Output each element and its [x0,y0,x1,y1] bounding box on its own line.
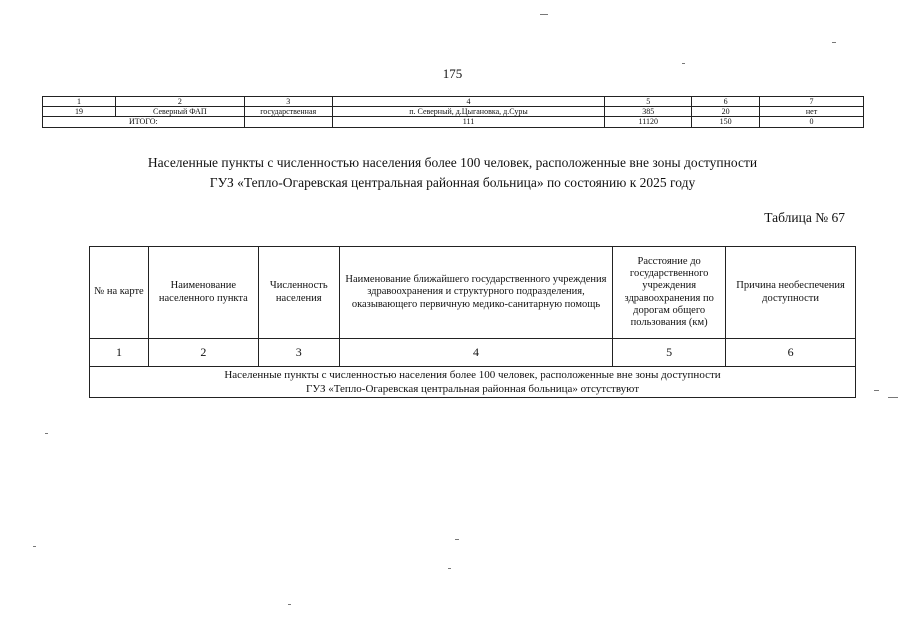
column-number: 3 [258,339,339,367]
total-row [43,117,864,127]
column-header: Наименование ближайшего государственного учреждения здравоохранения и структурного подразделения, оказывающего первичную медико-санитарную помощь [339,247,612,339]
scan-speck [682,63,685,64]
table-cell: п. Северный, д.Цыгановка, д.Суры [332,107,605,117]
column-header: Расстояние до государственного учреждения здравоохранения по дорогам общего пользования (км) [613,247,726,339]
table-cell: нет [760,107,864,117]
table-cell: 4 [332,97,605,107]
heading-line: ГУЗ «Тепло-Огаревская центральная районная больница» по состоянию к 2025 году [209,175,696,190]
table-cell: 19 [43,107,116,117]
note-line: ГУЗ «Тепло-Огаревская центральная районная больница» отсутствуют [305,383,640,395]
column-number: 4 [339,339,612,367]
scan-speck [888,397,898,398]
table-cell: Северный ФАП [115,107,244,117]
main-table [89,246,856,398]
scan-speck [874,390,879,391]
previous-table-fragment [42,96,864,128]
table-cell: 111 [332,117,605,127]
note-row [90,367,856,398]
absence-note [90,367,856,398]
note-line: Населенные пункты с численностью населения более 100 человек, расположенные вне зоны доступности [224,369,721,381]
scan-speck [45,433,48,434]
table-cell: 150 [692,117,760,127]
table-cell: 11120 [605,117,692,127]
table-cell: 5 [605,97,692,107]
scan-speck [33,546,36,547]
table-cell: государственная [244,107,332,117]
scan-speck [540,14,548,15]
table-cell: 2 [115,97,244,107]
table-cell: 6 [692,97,760,107]
column-number: 5 [613,339,726,367]
table-cell: 3 [244,97,332,107]
column-header: № на карте [90,247,149,339]
column-header: Наименование населенного пункта [148,247,258,339]
table-cell: 1 [43,97,116,107]
column-number: 1 [90,339,149,367]
scan-speck [288,604,291,605]
table-cell: 7 [760,97,864,107]
heading-line: Населенные пункты с численностью населения более 100 человек, расположенные вне зоны доступности [147,155,758,170]
column-number: 2 [148,339,258,367]
scan-speck [832,42,836,43]
column-numbers-row [90,339,856,367]
column-header: Причина необеспечения доступности [726,247,856,339]
table-label: Таблица № 67 [764,210,845,225]
scan-speck [448,568,451,569]
table-cell: 385 [605,107,692,117]
table-cell: 20 [692,107,760,117]
section-heading [0,153,905,193]
page-number: 175 [442,66,463,81]
scan-speck [455,539,459,540]
table-cell [244,117,332,127]
table-row [43,107,864,117]
header-row [90,247,856,339]
table-row [43,97,864,107]
column-header: Численность населения [258,247,339,339]
total-label: ИТОГО: [43,117,245,127]
column-number: 6 [726,339,856,367]
table-cell: 0 [760,117,864,127]
